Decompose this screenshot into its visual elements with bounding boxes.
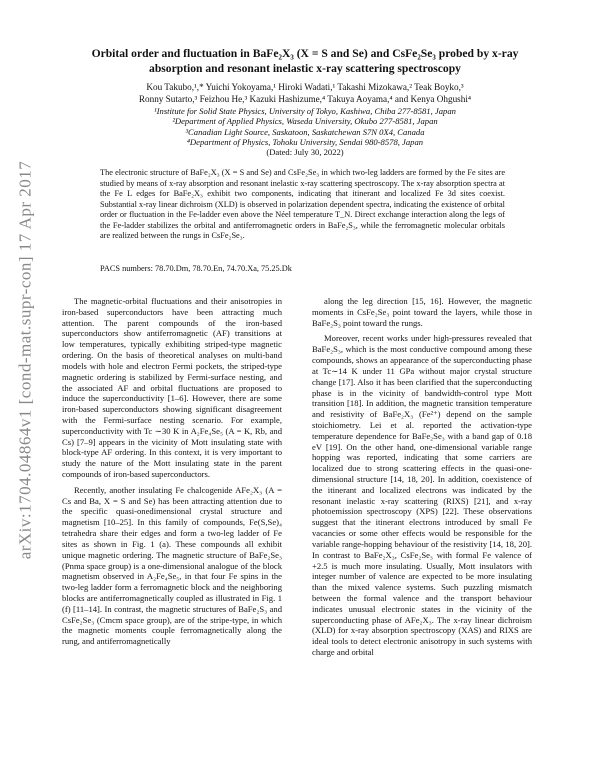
pacs-numbers: PACS numbers: 78.70.Dm, 78.70.En, 74.70.Xa, 75.25.Dk [100,264,292,273]
body-paragraph: along the leg direction [15, 16]. However, the magnetic moments in CsFe₂Se₃ point toward the layers, while those in BaFe₂S₃ point toward the rungs. [312,296,532,328]
date-line: (Dated: July 30, 2022) [266,147,344,158]
paper-header [70,46,540,158]
body-paragraph: Recently, another insulating Fe chalcogenide AFe₂X₃ (A = Cs and Ba, X = S and Se) has been attracting attention due to the specific quasi-onedimensional crystal structure and magnetism [10–25]. In this family of compounds, Fe(S,Se)₄ tetrahedra share their edges and form a two-leg ladder of Fe sites as shown in Fig. 1 (a). These compounds all exhibit unique magnetic ordering. The magnetic structure of BaFe₂Se₃ (Pnma space group) is a one-dimensional analogue of the block magnetism observed in A₂Fe₄Se₅, in that four Fe spins in the two-leg ladder form a ferromagnetic block and the neighboring blocks are antiferromagnetically coupled as illustrated in Fig. 1 (f) [11–14]. In contrast, the magnetic structures of BaFe₂S₃ and CsFe₂Se₃ (Cmcm space group), are of the stripe-type, in which the magnetic moments couple ferromagnetically along the rung, and antiferromagnetically [62,484,282,647]
right-column [312,296,532,658]
author-line-1: Kou Takubo,¹,* Yuichi Yokoyama,¹ Hiroki Wadati,¹ Takashi Mizokawa,² Teak Boyko,³ [146,82,464,92]
body-paragraph: Moreover, recent works under high-pressures revealed that BaFe₂S₃, which is the most conductive compound among these compounds, shows an appearance of the superconducting phase at Tc∼14 K under 11 GPa without major crystal structure change [17]. Also it has been clarified that the superconducting phase is in the vicinity of bandwidth-control type Mott transition [18]. In addition, the magnetic transition temperature and resistivity of BaFe₂X₃ (Fe²⁺) depend on the sample stoichiometry. Lei et al. reported the activation-type temperature dependence for BaFe₂Se₃ with a band gap of 0.18 eV [19]. On the other hand, one-dimensional variable range hopping was reported, indicating that some carriers are localized due to strong scattering effects in the quasi-one-dimensional structure [14, 18, 20]. In addition, coexistence of the itinerant and localized electrons was indicated by the resonant inelastic x-ray scattering (RIXS) [21], and x-ray photoemission spectroscopy (XPS) [22]. These observations suggest that the itinerant electrons introduced by small Fe vacancies or some other effects would be responsible for the variable range-hopping behaviour of the resistivity [14, 18, 20]. In contrast to BaFe₂X₃, CsFe₂Se₃ with formal Fe valence of +2.5 is much more insulating. Usually, Mott insulators with integer number of valence are expected to be more insulating than the mixed valence systems. Such puzzling mismatch between the formal valence and the transport behaviour indicates unusual electronic states in the vicinity of the superconducting phase of AFe₂X₃. The x-ray linear dichroism (XLD) for x-ray absorption spectroscopy (XAS) and RIXS are ideal tools to detect electronic anisotropy in such systems with charge and orbital [312,333,532,657]
affiliation-4: ⁴Department of Physics, Tohoku University, Sendai 980-8578, Japan [186,137,424,148]
affiliation-3: ³Canadian Light Source, Saskatoon, Saskatchewan S7N 0X4, Canada [185,126,425,137]
affiliation-2: ²Department of Applied Physics, Waseda University, Okubo 277-8581, Japan [172,116,438,127]
arxiv-stamp-text[interactable]: arXiv:1704.04864v1 [cond-mat.supr-con] 17 Apr 2017 [15,160,34,560]
body-paragraph: The magnetic-orbital fluctuations and their anisotropies in iron-based superconductors have been attracting much attention. The parent compounds of the iron-based superconductors show antiferromagnetic (AF) transitions at low temperatures, typically exhibiting striped-type magnetic ordering. On the basis of theoretical analyses on multi-band models with hole and electron Fermi pockets, the striped-type magnetic ordering is stabilized by Fermi-surface nesting, and the associated AF and orbital fluctuations are proposed to induce the superconductivity [1–6]. However, there are some iron-based superconductors showing significant disagreement with the Fermi-surface nesting scenario. For example, superconductivity with Tc ∼30 K in A₂Fe₄Se₅ (A = K, Rb, and Cs) [7–9] appears in the vicinity of Mott insulating state with block-type AF ordering. In this context, it is very important to study the nature of the Mott insulating state in the parent compounds of iron-based superconductors. [62,296,282,479]
author-line-2: Ronny Sutarto,³ Feizhou He,³ Kazuki Hashizume,⁴ Takuya Aoyama,⁴ and Kenya Ohgushi⁴ [138,93,472,104]
paper-title: Orbital order and fluctuation in BaFe₂X₃ (X = S and Se) and CsFe₂Se₃ probed by x-ray absorption and resonant inelastic x-ray scattering spectroscopy [91,47,519,75]
affiliation-list [70,106,540,147]
left-column [62,296,282,647]
affiliation-1: ¹Institute for Solid State Physics, University of Tokyo, Kashiwa, Chiba 277-8581, Japan [154,106,456,117]
author-list [70,82,540,105]
arxiv-stamp [8,100,42,620]
abstract: The electronic structure of BaFe₂X₃ (X = S and Se) and CsFe₂Se₃ in which two-leg ladders are formed by the Fe sites are studied by means of x-ray absorption and resonant inelastic x-ray scattering spectroscopy. The x-ray absorption spectra at the Fe L edges for BaFe₂X₃ exhibit two components, indicating that itinerant and localized Fe 3d sites coexist. Substantial x-ray linear dichroism (XLD) is observed in polarization dependent spectra, indicating the existence of orbital order or fluctuation in the Fe-ladder even above the Néel temperature T_N. Direct exchange interaction along the legs of the Fe-ladder stabilizes the orbital and antiferromagnetic orders in BaFe₂S₃, while the ferromagnetic molecular orbitals are realized between the rungs in CsFe₂Se₃. [100,168,505,240]
